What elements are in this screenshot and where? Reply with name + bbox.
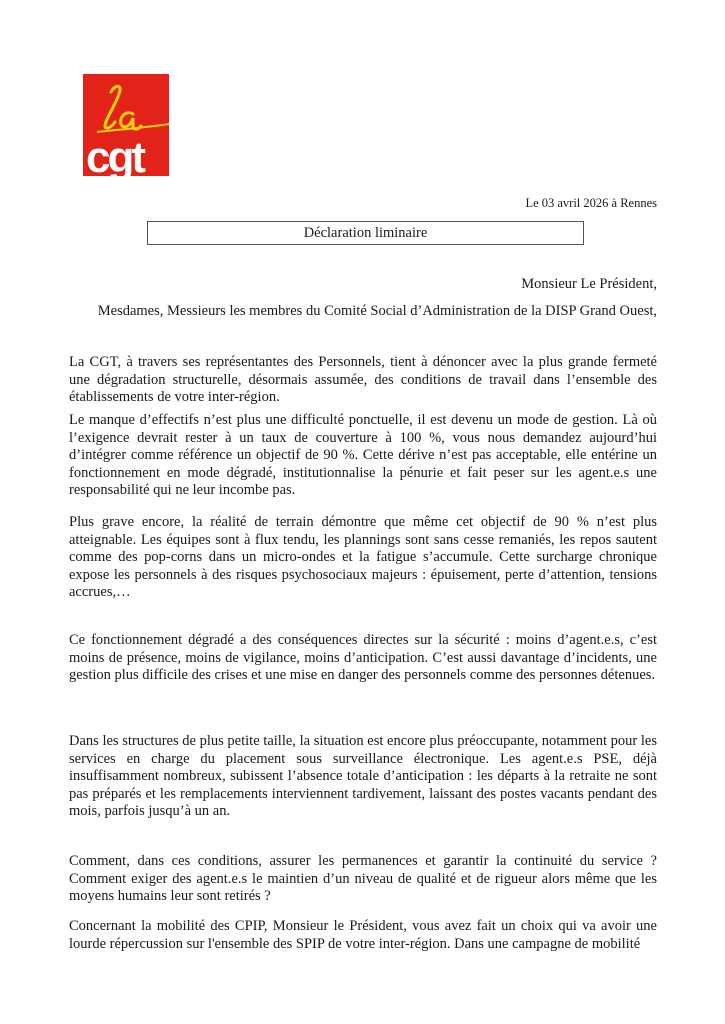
salutation-president: Monsieur Le Président, bbox=[521, 276, 657, 292]
paragraph-3 bbox=[69, 514, 657, 602]
paragraph-5 bbox=[69, 733, 657, 821]
paragraph-text: Ce fonctionnement dégradé a des conséquences directes sur la sécurité : moins d’agent.e.s, c’est moins de présence, moins de vigilance, moins d’anticipation. C’est aussi davantage d’incidents, une gestion plus difficile des crises et une mise en danger des personnels comme des personnes détenues. bbox=[69, 632, 657, 684]
paragraph-text: La CGT, à travers ses représentantes des Personnels, tient à dénoncer avec la plus grande fermeté une dégradation structurelle, désormais assumée, des conditions de travail dans l’ensemble des établissements de votre inter-région. bbox=[69, 354, 657, 406]
document-title-text: Déclaration liminaire bbox=[303, 225, 428, 241]
paragraph-text: Concernant la mobilité des CPIP, Monsieur le Président, vous avez fait un choix qui va avoir une lourde répercussion sur l'ensemble des SPIP de votre inter-région. Dans une campagne de mobilité bbox=[69, 918, 657, 952]
logo-cgt-text: cgt bbox=[86, 133, 143, 176]
paragraph-4 bbox=[69, 632, 657, 685]
document-title bbox=[147, 221, 584, 245]
paragraph-1 bbox=[69, 354, 657, 407]
paragraph-text: Comment, dans ces conditions, assurer les permanences et garantir la continuité du service ? Comment exiger des agent.e.s le maintien d’un niveau de qualité et de rigueur alors même que les moyens humains leur sont retirés ? bbox=[69, 853, 657, 905]
cgt-logo bbox=[83, 74, 169, 176]
date-place: Le 03 avril 2026 à Rennes bbox=[525, 196, 657, 210]
paragraph-text: Plus grave encore, la réalité de terrain démontre que même cet objectif de 90 % n’est plus atteignable. Les équipes sont à flux tendu, les plannings sont sans cesse remaniés, les repos sautent comme des pop-corns dans un micro-ondes et la fatigue s’accumule. Cette surcharge chronique expose les personnels à des risques psychosociaux majeurs : épuisement, perte d’attention, tensions accrues,… bbox=[69, 514, 657, 601]
paragraph-text: Le manque d’effectifs n’est plus une difficulté ponctuelle, il est devenu un mode de gestion. Là où l’exigence devrait rester à un taux de couverture à 100 %, vous nous demandez aujourd’hui d’intégrer comme référence un objectif de 90 %. Cette dérive n’est pas acceptable, elle entérine un fonctionnement en mode dégradé, institutionnalise la pénurie et fait peser sur les agent.e.s une responsabilité qui ne leur incombe pas. bbox=[69, 412, 657, 499]
cgt-logo-graphic bbox=[83, 74, 169, 176]
paragraph-6 bbox=[69, 853, 657, 906]
paragraph-2 bbox=[69, 412, 657, 500]
paragraph-text: Dans les structures de plus petite taille, la situation est encore plus préoccupante, notamment pour les services en charge du placement sous surveillance électronique. Les agent.e.s PSE, déjà insuffisamment nombreux, subissent l’absence totale d’anticipation : les départs à la retraite ne sont pas préparés et les remplacements interviennent tardivement, laissant des postes vacants pendant des mois, parfois jusqu’à un an. bbox=[69, 733, 657, 820]
paragraph-7 bbox=[69, 918, 657, 953]
salutation-members: Mesdames, Messieurs les membres du Comité Social d’Administration de la DISP Grand Ouest, bbox=[97, 303, 657, 319]
